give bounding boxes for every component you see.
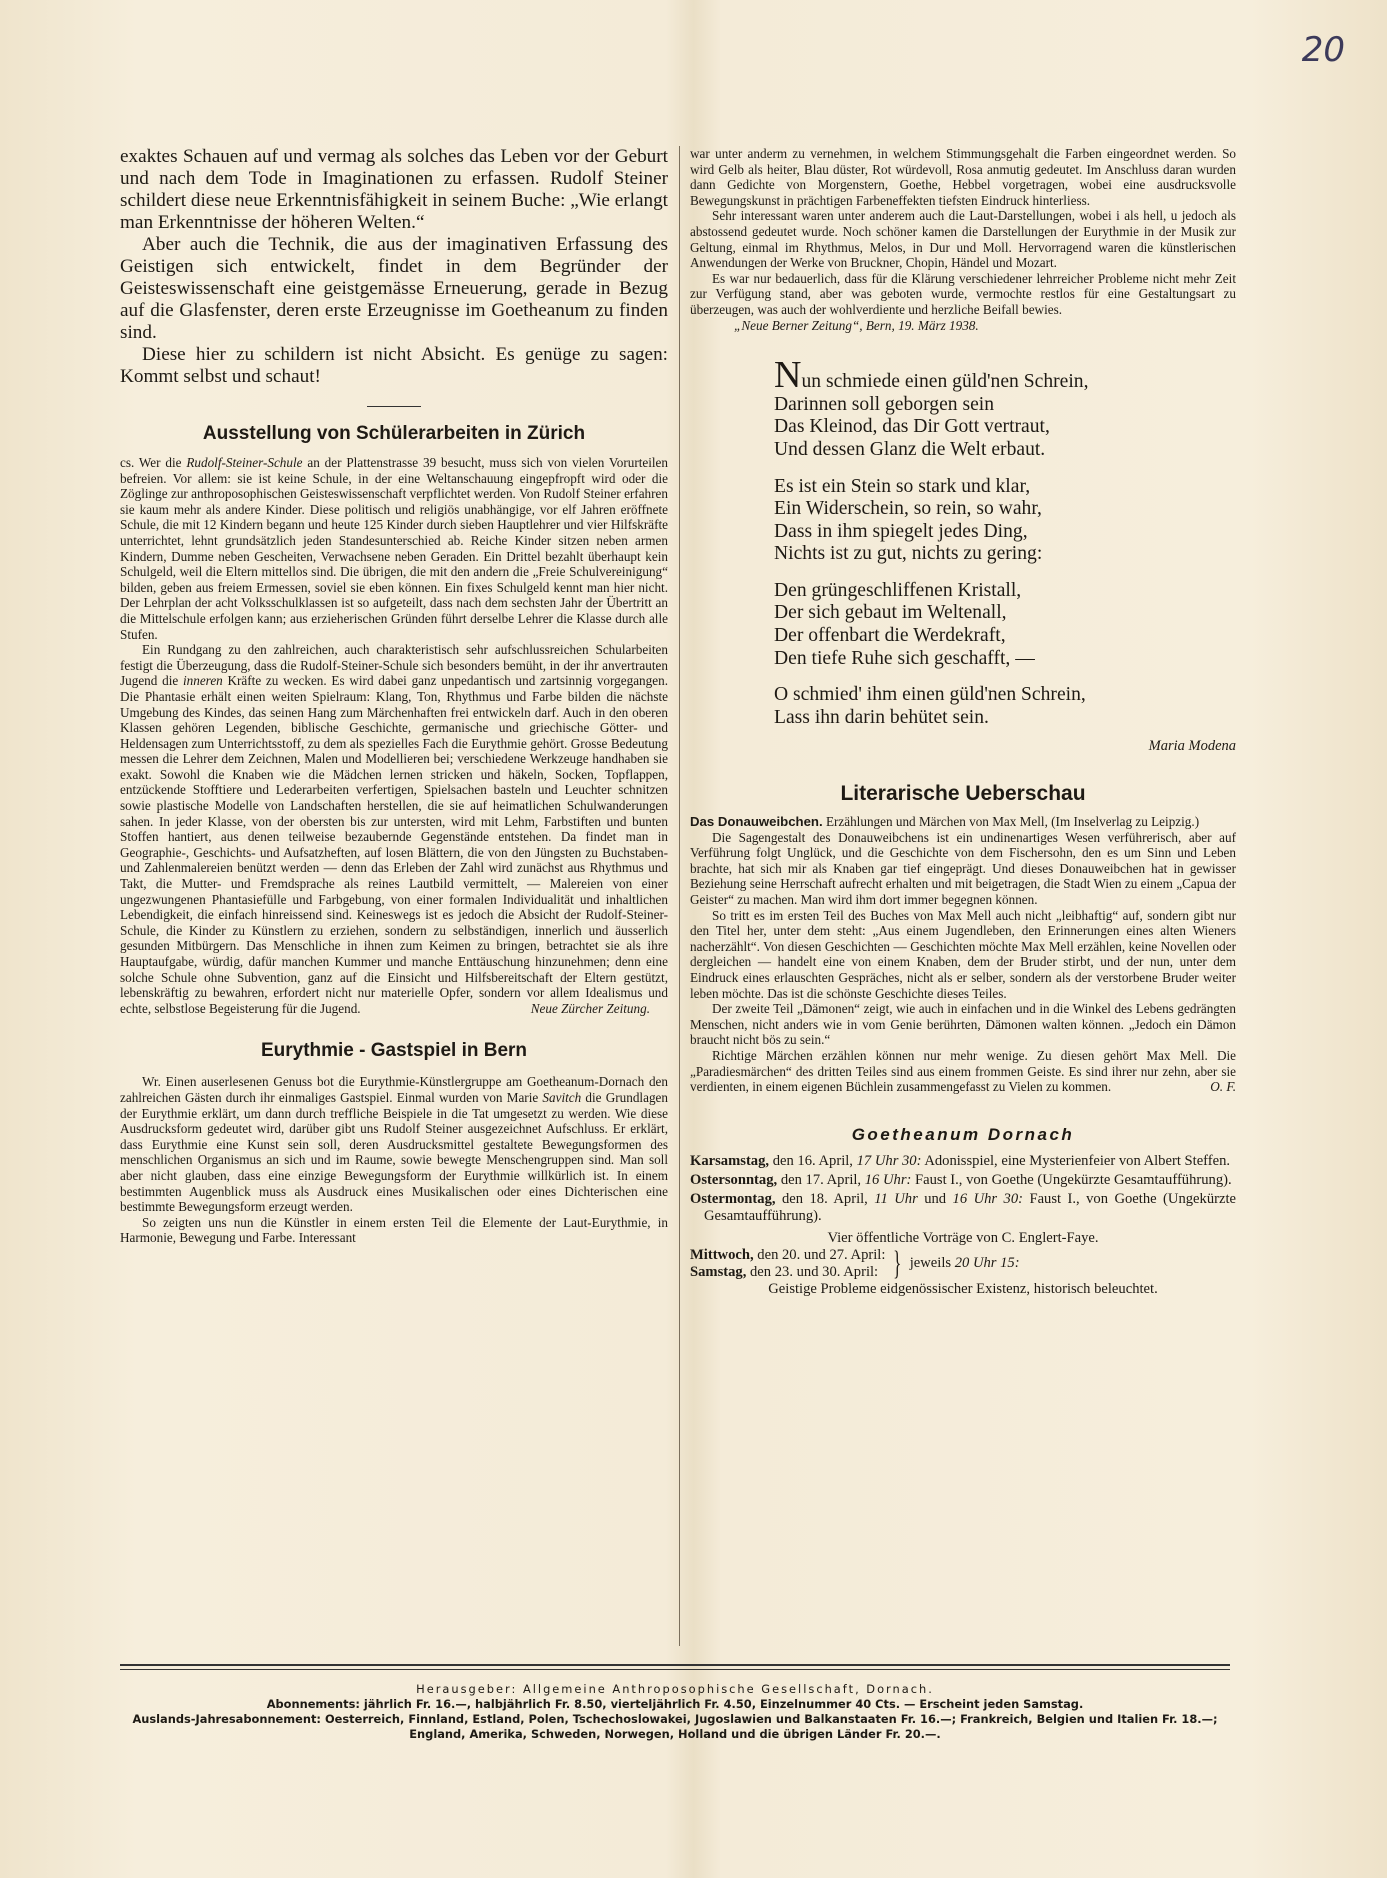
right-column <box>690 146 1236 1298</box>
poem-author: Maria Modena <box>1148 738 1236 755</box>
poem-stanza <box>774 580 1236 670</box>
lecture-topic: Geistige Probleme eidgenössischer Existenz, historisch beleuchtet. <box>768 1280 1158 1297</box>
article-paragraph: Ein Rundgang zu den zahlreichen, auch charakteristisch sehr aufschlussreichen Schularbeiten festigt die Überzeugung, dass die Rudolf-Steiner-Schule sich besonders bemüht, in der ihr anvertrauten Jugend die inneren Kräfte zu wecken. Es wird dabei ganz unpedantisch und zartsinnig vorgegangen. Die Phantasie erhält einen weiten Spielraum: Klang, Ton, Rhythmus und Farbe bilden die nächste Umgebung des Kindes, das seinen Hang zum Märchenhaften frei entwickeln darf. Auch in den oberen Klassen gehören Legenden, biblische Geschichte, germanische und griechische Götter- und Heldensagen zum Unterrichtsstoff, zu dem als spezielles Fach die Eurythmie gehört. Grosse Bedeutung messen die Lehrer dem Zeichnen, Malen und Modellieren bei; verschiedene Werkzeuge handhaben sie exakt. Sowohl die Knaben wie die Mädchen lernen stricken und häkeln, Socken, Topflappen, entzückende Stofftiere und Lederarbeiten verfertigen, Spielsachen basteln und Leuchter schnitzen sowie plastische Modelle von Landschaften herstellen, die sie auf heimatlichen Schulwanderungen sahen. In jeder Klasse, von der obersten bis zur untersten, wird mit Lehm, Farbstiften und bunten Stoffen hantiert, aus denen teilweise bezaubernde Gegenstände entstehen. Da findet man in Geographie-, Geschichts- und Aufsatzheften, auf losen Blättern, die von den Jüngsten zu Buchstaben- und Zahlenmalereien benützt werden — denn das Erleben der Zahl wird zunächst aus Rhythmus und Takt, die Mutter- und Fremdsprache als reines Lautbild vermittelt, — Malereien von einer ungezwungenen Phantasiefülle und Farbgebung, von einer formalen Individualität und inhaltlichen Lebendigkeit, die einfach hinreissend sind. Keineswegs ist es jedoch die Absicht der Rudolf-Steiner-Schule, die Kinder zu Künstlern zu erziehen, sondern zu selbständigen, innerlich und äusserlich gesunden Mitbürgern. Das Menschliche in ihnen zum Keimen zu bringen, betrachtet sie als ihre Hauptaufgabe, würdig, dafür manchen Kummer und manche Enttäuschung hinzunehmen; denn eine solche Schule ohne Subvention, ganz auf die Einsicht und Hilfsbereitschaft der Eltern gestützt, lebenskräftig zu bewahren, erfordert nicht nur materielle Opfer, sondern vor allem Idealismus und echte, selbstlose Begeisterung für die Jugend. Neue Zürcher Zeitung. <box>120 642 668 1016</box>
review-paragraph: Richtige Märchen erzählen können nur mehr wenige. Zu diesen gehört Max Mell. Die „Paradiesmärchen“ des dritten Teiles sind aus einem frommen Geiste. Es sind ihrer nur zehn, aber sie verdienten, in einem eigenen Büchlein zusammengefasst zu Vielen zu kommen. O. F. <box>690 1047 1236 1095</box>
poem-line: Und dessen Glanz die Welt erbaut. <box>774 438 1046 460</box>
event-item: Karsamstag, den 16. April, 17 Uhr 30: Adonisspiel, eine Mysterienfeier von Albert Steffen. <box>690 1152 1231 1169</box>
abroad-subscription-line: Auslands-Jahresabonnement: Oesterreich, Finnland, Estland, Polen, Tschechoslowakei, Jugoslawien und Balkanstaaten Fr. 16.—; Frankreich, Belgien und Italien Fr. 18.—; England, Amerika, Schweden, Norwegen, Holland und die übrigen Länder Fr. 20.—. <box>132 1712 1218 1741</box>
poem-line: Den tiefe Ruhe sich geschafft, — <box>774 647 1035 669</box>
lecture-schedule <box>690 1244 1236 1282</box>
poem-line: O schmied' ihm einen güld'nen Schrein, <box>774 684 1086 706</box>
subscription-line: Abonnements: jährlich Fr. 16.—, halbjährlich Fr. 8.50, vierteljährlich Fr. 4.50, Einzelnummer 40 Cts. — Erscheint jeden Samstag. <box>266 1697 1084 1711</box>
review-book-heading: Das Donauweibchen. Erzählungen und Märchen von Max Mell, (Im Inselverlag zu Leipzig.) <box>690 814 1200 830</box>
lecture-date: Samstag, den 23. und 30. April: <box>690 1263 879 1280</box>
handwritten-page-number: 20 <box>1301 30 1345 70</box>
poem-line: Ein Widerschein, so rein, so wahr, <box>774 498 1042 520</box>
brace-glyph: } <box>893 1244 902 1282</box>
poem-line: Nun schmiede einen güld'nen Schrein, <box>774 354 1089 397</box>
article-title-ausstellung: Ausstellung von Schülerarbeiten in Zürich <box>202 423 586 444</box>
article-source: „Neue Berner Zeitung“, Bern, 19. März 1938. <box>734 317 979 333</box>
poem-line: Lass ihn darin behütet sein. <box>774 706 989 728</box>
column-divider <box>679 146 680 1646</box>
poem-line: Das Kleinod, das Dir Gott vertraut, <box>774 416 1050 438</box>
review-paragraph: Der zweite Teil „Dämonen“ zeigt, wie auch in einfachen und in die Winkel des Lebens gedrängten Menschen, nicht anders wie in vom Genie berührten, Dämonen walten können. „Jedoch ein Dämon braucht nicht bös zu sein.“ <box>690 1001 1236 1048</box>
poem-stanza <box>774 476 1236 566</box>
article-source: Neue Zürcher Zeitung. <box>530 1000 650 1016</box>
poem-line: Der offenbart die Werdekraft, <box>774 625 1006 647</box>
review-paragraph: So tritt es im ersten Teil des Buches von Max Mell auch nicht „leibhaftig“ auf, sondern gibt nur den Titel her, unter dem steht: „Aus einem Jugendleben, den Erinnerungen eines alten Wieners nacherzählt“. Von diesen Geschichten — Geschichten möchte Max Mell erzählen, keine Novellen oder dergleichen — handelt eine von einem Knaben, dem der Bruder stirbt, und der nun, unter dem Eindruck eines erlauschten Gespräches, nicht als er selber, sondern als der verstorbene Bruder weiter leben möchte. Das ist die schönste Geschichte dieses Teiles. <box>690 907 1236 1001</box>
poem-line: Dass in ihm spiegelt jedes Ding, <box>774 520 1028 542</box>
poem-line: Nichts ist zu gut, nichts zu gering: <box>774 543 1043 565</box>
publisher-line: Herausgeber: Allgemeine Anthroposophische Gesellschaft, Dornach. <box>416 1682 934 1696</box>
poem-stanza <box>774 684 1236 729</box>
poem <box>690 354 1236 758</box>
review-paragraph: Die Sagengestalt des Donauweibchens ist ein undinenartiges Wesen verführerisch, aber auf Verführung folgt Unglück, und die Geschichte von dem Fischersohn, den es um Sinn und Leben brachte, hat sich mir als Knaben gar tief eingeprägt. Und dieses Donauweibchen hat in gewisser Beziehung seine Herrschaft aufrecht erhalten und mit beigetragen, die Stadt Wien zu einem „Capua der Geister“ zu machen. Man wird ihm dort immer begegnen können. <box>690 829 1236 907</box>
article-title-eurythmie: Eurythmie - Gastspiel in Bern <box>260 1040 528 1062</box>
intro-paragraph: Diese hier zu schildern ist nicht Absicht. Es genüge zu sagen: Kommt selbst und schaut! <box>120 344 668 387</box>
event-item: Ostermontag, den 18. April, 11 Uhr und 16 Uhr 30: Faust I., von Goethe (Ungekürzte Gesamtaufführung). <box>690 1190 1236 1224</box>
goetheanum-heading: Goetheanum Dornach <box>851 1124 1075 1144</box>
separator-rule <box>367 406 421 407</box>
section-title-literarische: Literarische Ueberschau <box>840 782 1086 806</box>
footer-rule <box>120 1669 1230 1670</box>
drop-cap: N <box>774 354 802 397</box>
poem-line: Es ist ein Stein so stark und klar, <box>774 475 1031 497</box>
article-paragraph: Wr. Einen auserlesenen Genuss bot die Eurythmie-Künstlergruppe am Goetheanum-Dornach den zahlreichen Gästen durch ihr einmaliges Gastspiel. Einmal wurden von Marie Savitch die Grundlagen der Eurythmie erklärt, um dann durch treffliche Beispiele in die Tat umgesetzt zu werden. Wie diese Ausdrucksform gedeutet wird, darüber gibt uns Rudolf Steiner ausgezeichnet Aufschluss. Er erklärt, dass Eurythmie eine Kunst sein soll, deren Ausdrucksmittel gestaltete Bewegungsformen des menschlichen Organismus an sich und im Raume, sowie bewegte Menschengruppen sind. Man soll aber nicht glauben, dass eine einzige Bewegungsform der Eurythmie willkürlich ist. In einem bestimmten Augenblick muss als Ausdruck eines Musikalischen oder eines Dichterischen eine bestimmte Bewegungsform erzeugt werden. <box>120 1074 668 1215</box>
poem-line: Den grüngeschliffenen Kristall, <box>774 579 1022 601</box>
intro-paragraph: exaktes Schauen auf und vermag als solches das Leben vor der Geburt und nach dem Tode in Imaginationen zu erfassen. Rudolf Steiner schildert diese neue Erkenntnisfähigkeit in seinem Buche: „Wie erlangt man Erkenntnisse der höheren Welten.“ <box>120 146 669 233</box>
poem-stanza <box>774 354 1236 461</box>
intro-paragraph: Aber auch die Technik, die aus der imaginativen Erfassung des Geistigen sich entwickelt, findet in dem Begründer der Geisteswissenschaft eine geistgemässe Erneuerung, gerade in Bezug auf die Glasfenster, deren erste Erzeugnisse im Goetheanum zu finden sind. <box>120 234 668 343</box>
article-paragraph: cs. Wer die Rudolf-Steiner-Schule an der Plattenstrasse 39 besucht, muss sich von vielen Vorurteilen befreien. Vor allem: sie ist keine Schule, in der eine Weltanschauung eingepfropft wird oder die Zöglinge zur anthroposophischen Geisteswissenschaft verpflichtet werden. Von Rudolf Steiner erfahren sie kaum mehr als andere Kinder. Diese politisch und religiös unabhängige, vor elf Jahren eröffnete Schule, die mit 12 Kindern begann und heute 125 Kinder durch sieben Hauptlehrer und vier Hilfskräfte unterrichtet, lehnt grundsätzlich jeden Standesunterschied ab. Reiche Kinder sitzen neben armen Kindern, Dumme neben Gescheiten, Verwachsene neben Geraden. Ein Drittel bezahlt überhaupt kein Schulgeld, weil die Eltern mittellos sind. Die übrigen, die mit den andern die „Freie Schulvereinigung“ bilden, geben aus freiem Ermessen, soviel sie eben können. Ein fixes Schulgeld kennt man hier nicht. Der Lehrplan der acht Volksschulklassen ist so aufgeteilt, dass nach dem sechsten Jahr der Übertritt an die Mittelschule erfolgen kann; aus erzieherischen Gründen führt derselbe Lehrer die Klasse durch alle Stufen. <box>120 455 669 642</box>
article-continuation: war unter anderm zu vernehmen, in welchem Stimmungsgehalt die Farben eingeordnet werden. So wird Gelb als heiter, Blau düster, Rot würdevoll, Rosa anmutig gedeutet. Im Anschluss daran wurden dann Gedichte von Morgenstern, Goethe, Hebbel vorgetragen, wobei eine ausdrucksvolle Bewegungskunst in prächtigen Farbeneffekten tiefsten Eindruck hinterliess. <box>690 146 1236 208</box>
masthead-footer <box>120 1682 1230 1742</box>
article-continuation: Sehr interessant waren unter anderem auch die Laut-Darstellungen, wobei i als hell, u jedoch als abstossend gedeutet wurde. Noch schöner kamen die Darstellungen der Eurythmie in der Musik zur Geltung, einmal im Rhythmus, Melos, in Dur und Moll. Hervorragend waren die künstlerischen Anwendungen der Werke von Bruckner, Chopin, Händel und Mozart. <box>690 208 1236 271</box>
review-signature: O. F. <box>1210 1079 1236 1095</box>
article-continuation: Es war nur bedauerlich, dass für die Klärung verschiedener lehrreicher Probleme nicht mehr Zeit zur Verfügung stand, aber was geboten wurde, vermochte restlos für eine Gestaltungsart zu überzeugen, was auch der wohlverdiente und herzliche Beifall bewies. <box>690 270 1236 317</box>
event-item: Ostersonntag, den 17. April, 16 Uhr: Faust I., von Goethe (Ungekürzte Gesamtaufführung). <box>690 1171 1232 1188</box>
lectures-intro: Vier öffentliche Vorträge von C. Englert-Faye. <box>827 1229 1099 1246</box>
left-column <box>120 146 668 1246</box>
lecture-date: Mittwoch, den 20. und 27. April: <box>690 1246 886 1263</box>
poem-line: Darinnen soll geborgen sein <box>774 393 995 415</box>
footer-rule <box>120 1664 1230 1666</box>
poem-line: Der sich gebaut im Weltenall, <box>774 602 1007 624</box>
article-paragraph: So zeigten uns nun die Künstler in einem ersten Teil die Elemente der Laut-Eurythmie, in Harmonie, Bewegung und Farbe. Interessant <box>120 1214 668 1246</box>
lecture-time: jeweils 20 Uhr 15: <box>909 1255 1020 1272</box>
